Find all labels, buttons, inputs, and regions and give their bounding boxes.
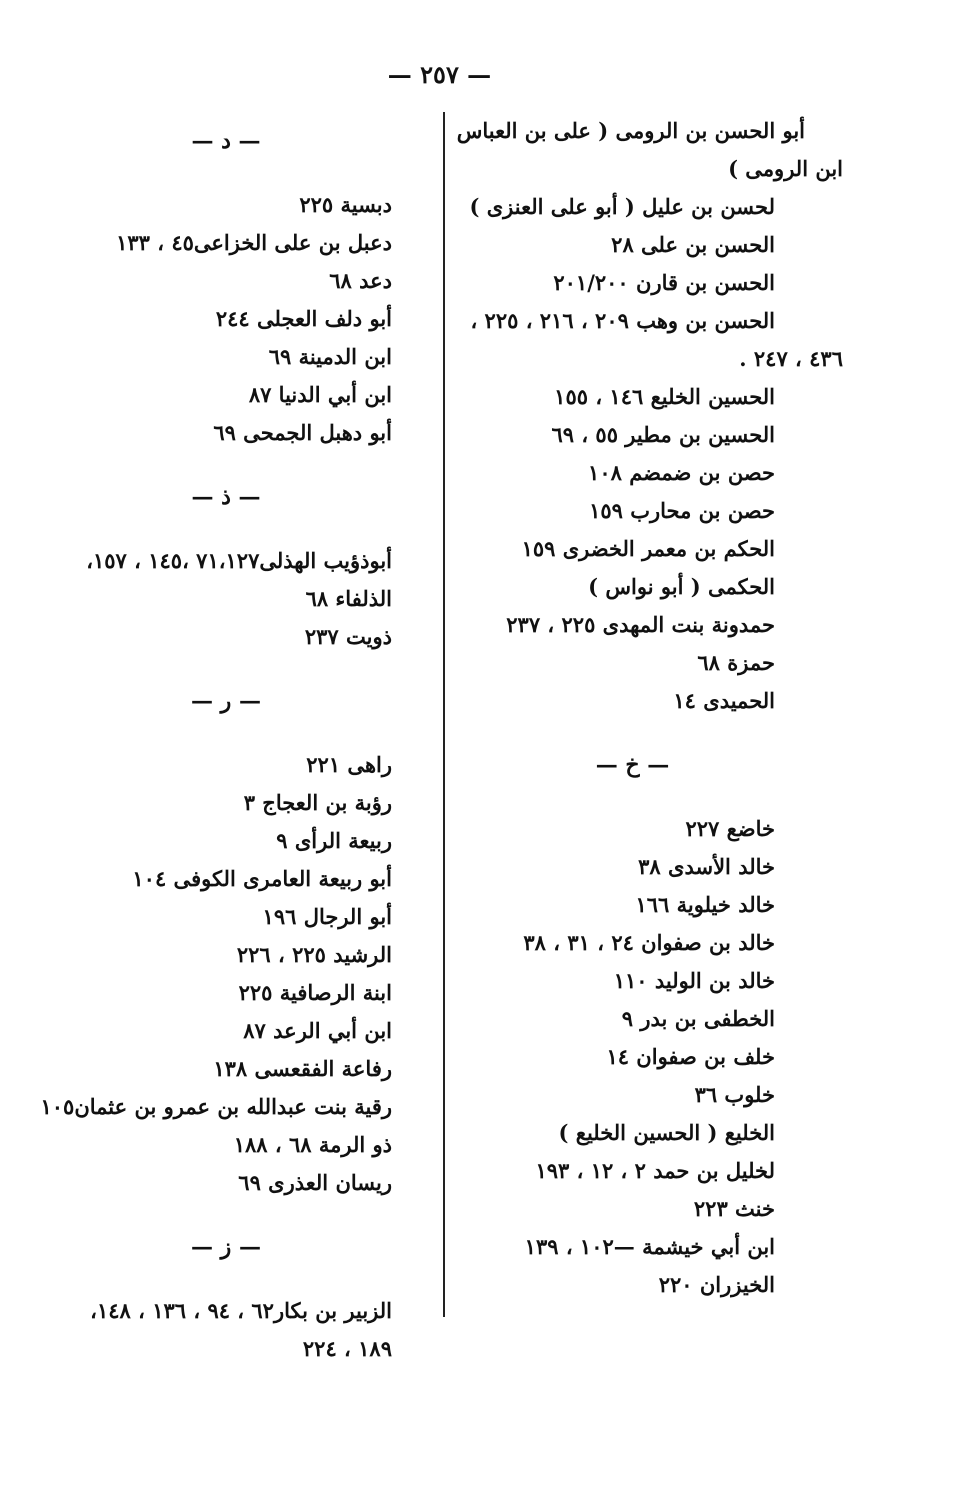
index-entry: خالد خيلوية ١٦٦	[635, 892, 775, 917]
index-entry-continuation: ١٨٩ ، ٢٢٤	[302, 1336, 392, 1361]
index-entry: حمدونة بنت المهدى ٢٢٥ ، ٢٣٧	[506, 612, 775, 637]
section-heading-dal: — د —	[191, 128, 261, 154]
index-entry: ابن أبي الدنيا ٨٧	[248, 382, 392, 407]
index-entry: لحسن بن عليل ( أبو على العنزى )	[469, 194, 775, 219]
index-entry: الحسين الخليع ١٤٦ ، ١٥٥	[554, 384, 775, 409]
index-entry: الرشيد ٢٢٥ ، ٢٢٦	[236, 942, 392, 967]
index-entry: الحسن بن وهب ٢٠٩ ، ٢١٦ ، ٢٢٥ ،	[470, 308, 775, 333]
section-heading-kha: — خ —	[595, 752, 670, 778]
index-entry: الحسين بن مطير ٥٥ ، ٦٩	[551, 422, 775, 447]
index-column-right	[456, 112, 843, 1304]
index-entry: الخطفى بن بدر ٩	[621, 1006, 775, 1031]
index-entry: الزبير بن بكار٦٢ ، ٩٤ ، ١٣٦ ، ١٤٨،	[90, 1298, 392, 1323]
index-entry: دعبل بن على الخزاعى٤٥ ، ١٣٣	[116, 230, 392, 255]
index-entry: حصن بن ضمضم ١٠٨	[588, 460, 775, 485]
index-entry: ابن أبي خيشمة —١٠٢ ، ١٣٩	[524, 1234, 775, 1259]
index-entry: أبو الحسن بن الرومى ( على بن العباس	[456, 118, 805, 143]
index-entry: ابن الدمينة ٦٩	[268, 344, 392, 369]
index-entry: لخليل بن حمد ٢ ، ١٢ ، ١٩٣	[535, 1158, 775, 1183]
index-entry: خالد الأسدى ٣٨	[638, 854, 775, 879]
section-heading-ra: — ر —	[191, 688, 261, 714]
index-entry: أبو دهبل الجمحى ٦٩	[213, 420, 392, 445]
index-entry: الحسن بن قارن ٢٠١/٢٠٠	[553, 270, 775, 295]
index-entry: رفاعة الفقعسى ١٣٨	[213, 1056, 392, 1081]
index-entry: خلف بن صفوان ١٤	[606, 1044, 775, 1069]
index-entry: أبو الرجال ١٩٦	[262, 904, 392, 929]
index-entry: حصن بن محارب ١٥٩	[589, 498, 775, 523]
index-entry: حمزة ٦٨	[697, 650, 775, 675]
index-entry: الحميدى ١٤	[673, 688, 775, 713]
index-entry-continuation: ابن الرومى )	[728, 156, 843, 181]
section-heading-dhal: — ذ —	[191, 484, 261, 510]
section-heading-zay: — ز —	[191, 1234, 261, 1260]
index-column-left	[40, 122, 392, 1368]
index-entry: ذو الرمة ٦٨ ، ١٨٨	[233, 1132, 392, 1157]
index-entry: خالد بن الوليد ١١٠	[613, 968, 775, 993]
index-entry: خنث ٢٢٣	[693, 1196, 775, 1221]
index-entry: رؤبة بن العجاج ٣	[243, 790, 392, 815]
index-entry: رقية بنت عبدالله بن عمرو بن عثمان١٠٥	[40, 1094, 392, 1119]
index-entry: ريسان العذرى ٦٩	[238, 1170, 392, 1195]
index-entry: أبو ربيعة العامرى الكوفى ١٠٤	[132, 866, 392, 891]
column-divider	[443, 112, 445, 1317]
index-entry: الخليع ( الحسين الخليع )	[558, 1120, 775, 1145]
index-entry: ربيعة الرأى ٩	[276, 828, 392, 853]
index-entry: خاضع ٢٢٧	[685, 816, 775, 841]
index-entry: الحكم بن معمر الخضرى ١٥٩	[521, 536, 775, 561]
index-entry: الذلفاء ٦٨	[305, 586, 392, 611]
index-entry: ذويت ٢٣٧	[304, 624, 392, 649]
index-entry: أبوذؤيب الهذلى٧١،١٢٧ ،١٤٥ ، ١٥٧،	[86, 548, 392, 573]
index-entry-continuation: ٤٣٦ ، ٢٤٧ .	[739, 346, 843, 371]
index-entry: ابنة الرصافية ٢٢٥	[238, 980, 392, 1005]
index-entry: دبسية ٢٢٥	[299, 192, 392, 217]
index-entry: الخيزران ٢٢٠	[658, 1272, 775, 1297]
index-entry: خالد بن صفوان ٢٤ ، ٣١ ، ٣٨	[523, 930, 775, 955]
page-number: — ٢٥٧ —	[387, 60, 492, 89]
index-entry: راهى ٢٢١	[306, 752, 392, 777]
index-entry: ابن أبي الرعد ٨٧	[243, 1018, 392, 1043]
index-entry: أبو دلف العجلى ٢٤٤	[215, 306, 392, 331]
index-entry: الحكمى ( أبو نواس )	[588, 574, 775, 599]
index-entry: خلوب ٣٦	[694, 1082, 775, 1107]
index-entry: الحسن بن على ٢٨	[611, 232, 775, 257]
index-entry: دعد ٦٨	[329, 268, 392, 293]
